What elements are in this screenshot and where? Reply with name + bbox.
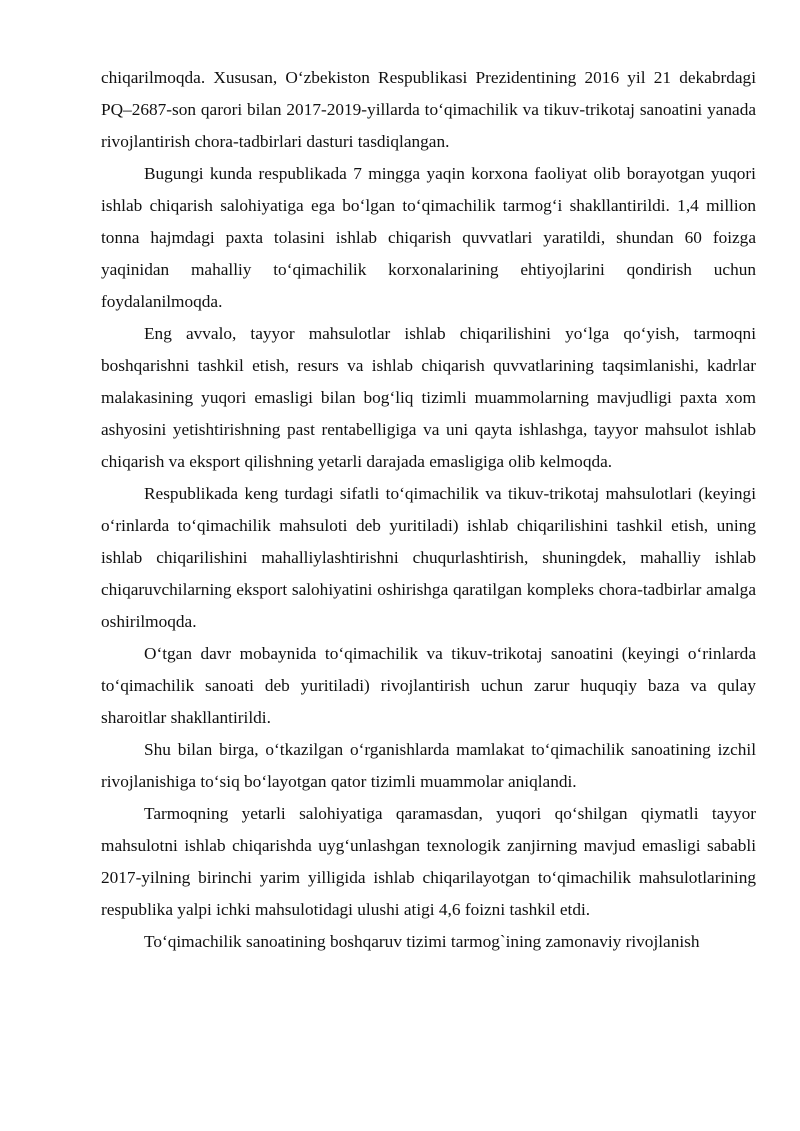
paragraph-7: Tarmoqning yetarli salohiyatiga qaramasdan, yuqori qo‘shilgan qiymatli tayyor mahsulotni ishlab chiqarishda uyg‘unlashgan texnologik zanjirning mavjud emasligi sababli 2017-yilning birinchi yarim yilligida ishlab chiqarilayotgan to‘qimachilik mahsulotlarining respublika yalpi ichki mahsulotidagi ulushi atigi 4,6 foizni tashkil etdi. bbox=[101, 804, 756, 919]
document-body bbox=[101, 62, 756, 958]
paragraph-5: O‘tgan davr mobaynida to‘qimachilik va tikuv-trikotaj sanoatini (keyingi o‘rinlarda to‘qimachilik sanoati deb yuritiladi) rivojlantirish uchun zarur huquqiy baza va qulay sharoitlar shakllantirildi. bbox=[101, 644, 756, 727]
paragraph-2: Bugungi kunda respublikada 7 mingga yaqin korxona faoliyat olib borayotgan yuqori ishlab chiqarish salohiyatiga ega bo‘lgan to‘qimachilik tarmog‘i shakllantirildi. 1,4 million tonna hajmdagi paxta tolasini ishlab chiqarish quvvatlari yaratildi, shundan 60 foizga yaqinidan mahalliy to‘qimachilik korxonalarining ehtiyojlarini qondirish uchun foydalanilmoqda. bbox=[101, 164, 756, 311]
paragraph-4: Respublikada keng turdagi sifatli to‘qimachilik va tikuv-trikotaj mahsulotlari (keyingi o‘rinlarda to‘qimachilik mahsuloti deb yuritiladi) ishlab chiqarilishini tashkil etish, uning ishlab chiqarilishini mahalliylashtirishni chuqurlashtirish, shuningdek, mahalliy ishlab chiqaruvchilarning eksport salohiyatini oshirishga qaratilgan kompleks chora-tadbirlar amalga oshirilmoqda. bbox=[101, 484, 756, 631]
paragraph-3: Eng avvalo, tayyor mahsulotlar ishlab chiqarilishini yo‘lga qo‘yish, tarmoqni boshqarishni tashkil etish, resurs va ishlab chiqarish quvvatlarining taqsimlanishi, kadrlar malakasining yuqori emasligi bilan bog‘liq tizimli muammolarning mavjudligi paxta xom ashyosini yetishtirishning past rentabelligiga va uni qayta ishlashga, tayyor mahsulot ishlab chiqarish va eksport qilishning yetarli darajada emasligiga olib kelmoqda. bbox=[101, 324, 756, 471]
paragraph-1: chiqarilmoqda. Xususan, O‘zbekiston Respublikasi Prezidentining 2016 yil 21 dekabrdagi PQ–2687-son qarori bilan 2017-2019-yillarda to‘qimachilik va tikuv-trikotaj sanoatini yanada rivojlantirish chora-tadbirlari dasturi tasdiqlangan. bbox=[101, 68, 756, 151]
paragraph-8: To‘qimachilik sanoatining boshqaruv tizimi tarmog`ining zamonaviy rivojlanish bbox=[144, 932, 700, 951]
paragraph-6: Shu bilan birga, o‘tkazilgan o‘rganishlarda mamlakat to‘qimachilik sanoatining izchil rivojlanishiga to‘siq bo‘layotgan qator tizimli muammolar aniqlandi. bbox=[101, 740, 756, 791]
